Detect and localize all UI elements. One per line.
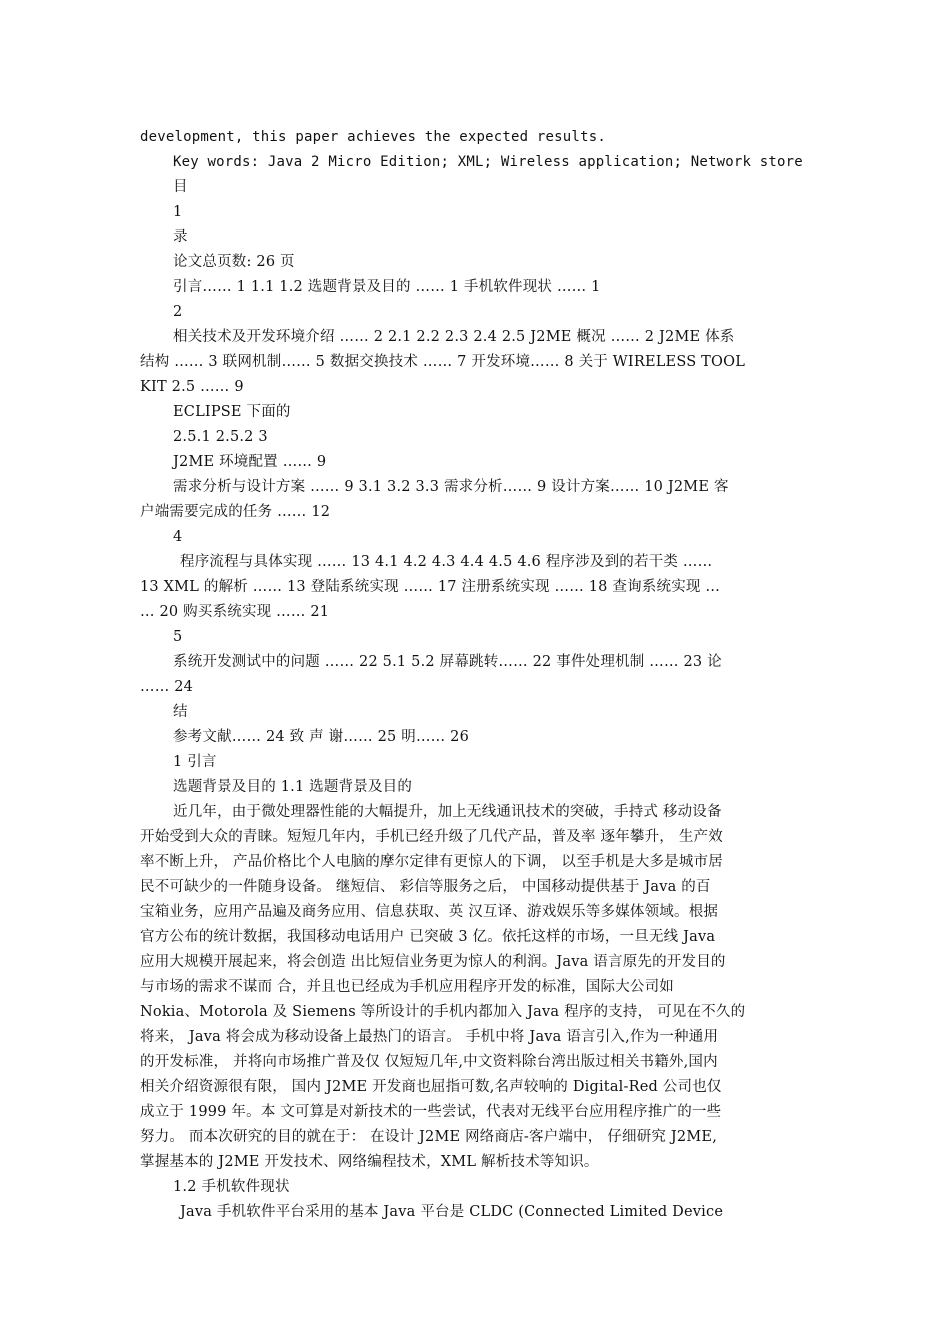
toc-entry-chapter-1: 引言…… 1 1.1 1.2 选题背景及目的 …… 1 手机软件现状 …… 1	[173, 279, 601, 295]
toc-entry-chapter-2b: 结构 …… 3 联网机制…… 5 数据交换技术 …… 7 开发环境…… 8 关于 WIRELESS TOOL	[140, 354, 746, 370]
total-pages-line: 论文总页数: 26 页	[173, 254, 295, 270]
body-line-14: 努力。 而本次研究的目的就在于： 在设计 J2ME 网络商店-客户端中， 仔细研究 J2ME,	[140, 1129, 717, 1145]
toc-entry-chapter-5b: …… 24	[140, 679, 194, 695]
body-line-8: 与市场的需求不谋而 合，并且也已经成为手机应用程序开发的标准，国际大公司如	[140, 979, 675, 995]
toc-entry-chapter-4c: … 20 购买系统实现 …… 21	[140, 604, 330, 620]
section-heading-1: 1 引言	[173, 754, 217, 770]
toc-entry-chapter-5c: 结	[173, 704, 188, 720]
toc-entry-chapter-2a: 相关技术及开发环境介绍 …… 2 2.1 2.2 2.3 2.4 2.5 J2ME 概况 …… 2 J2ME 体系	[173, 329, 735, 345]
body-line-7: 应用大规模开展起来，将会创造 出比短信业务更为惊人的利润。Java 语言原先的开发目的	[140, 954, 726, 970]
body-line-9: Nokia、Motorola 及 Siemens 等所设计的手机内都加入 Java 程序的支持， 可见在不久的	[140, 1004, 746, 1020]
body-line-5: 宝箱业务，应用产品遍及商务应用、信息获取、英 汉互译、游戏娱乐等多媒体领域。根据	[140, 904, 719, 920]
body-line-12: 相关介绍资源很有限， 国内 J2ME 开发商也屈指可数,名声较响的 Digital-Red 公司也仅	[140, 1079, 722, 1095]
keywords-line: Key words: Java 2 Micro Edition; XML; Wireless application; Network store	[173, 154, 803, 170]
toc-entry-chapter-5a: 系统开发测试中的问题 …… 22 5.1 5.2 屏幕跳转…… 22 事件处理机制 …… 23 论	[173, 654, 722, 670]
toc-entry-chapter-2f: J2ME 环境配置 …… 9	[173, 454, 327, 470]
toc-entry-chapter-2c: KIT 2.5 …… 9	[140, 379, 244, 395]
toc-entry-chapter-3a: 需求分析与设计方案 …… 9 3.1 3.2 3.3 需求分析…… 9 设计方案…… 10 J2ME 客	[173, 479, 729, 495]
body-line-6: 官方公布的统计数据，我国移动电话用户 已突破 3 亿。依托这样的市场，一旦无线 Java	[140, 929, 716, 945]
toc-entry-chapter-2e: 2.5.1 2.5.2 3	[173, 429, 268, 445]
body-line-15: 掌握基本的 J2ME 开发技术、网络编程技术，XML 解析技术等知识。	[140, 1154, 599, 1170]
body-line-3: 率不断上升， 产品价格比个人电脑的摩尔定律有更惊人的下调， 以至手机是大多是城市居	[140, 854, 723, 870]
body-line-11: 的开发标准， 并将向市场推广普及仅 仅短短几年,中文资料除台湾出版过相关书籍外,国内	[140, 1054, 718, 1070]
body-line-16: Java 手机软件平台采用的基本 Java 平台是 CLDC (Connected Limited Device	[180, 1204, 724, 1220]
body-line-1: 近几年，由于微处理器性能的大幅提升，加上无线通讯技术的突破，手持式 移动设备	[173, 804, 722, 820]
body-line-13: 成立于 1999 年。本 文可算是对新技术的一些尝试，代表对无线平台应用程序推广的一些	[140, 1104, 722, 1120]
toc-heading-number: 1	[173, 204, 183, 220]
body-line-10: 将来， Java 将会成为移动设备上最热门的语言。 手机中将 Java 语言引入,作为一种通用	[140, 1029, 719, 1045]
toc-heading-char-2: 录	[173, 229, 188, 245]
toc-entry-chapter-3b: 户端需要完成的任务 …… 12	[140, 504, 331, 520]
toc-entry-chapter-4a: 程序流程与具体实现 …… 13 4.1 4.2 4.3 4.4 4.5 4.6 程序涉及到的若干类 ……	[180, 554, 713, 570]
body-line-2: 开始受到大众的青睐。短短几年内，手机已经升级了几代产品，普及率 逐年攀升， 生产效	[140, 829, 723, 845]
body-line-4: 民不可缺少的一件随身设备。 继短信、 彩信等服务之后， 中国移动提供基于 Java 的百	[140, 879, 711, 895]
toc-entry-chapter-2d: ECLIPSE 下面的	[173, 404, 291, 420]
toc-chapter-number-2: 2	[173, 304, 183, 320]
section-heading-1-1: 选题背景及目的 1.1 选题背景及目的	[173, 779, 413, 795]
section-heading-1-2: 1.2 手机软件现状	[173, 1179, 290, 1195]
toc-entry-references: 参考文献…… 24 致 声 谢…… 25 明…… 26	[173, 729, 470, 745]
toc-chapter-number-4: 4	[173, 529, 183, 545]
toc-chapter-number-5: 5	[173, 629, 183, 645]
toc-entry-chapter-4b: 13 XML 的解析 …… 13 登陆系统实现 …… 17 注册系统实现 …… 18 查询系统实现 …	[140, 579, 721, 595]
abstract-end-line: development, this paper achieves the expected results.	[140, 129, 606, 145]
toc-heading-char-1: 目	[173, 179, 188, 195]
